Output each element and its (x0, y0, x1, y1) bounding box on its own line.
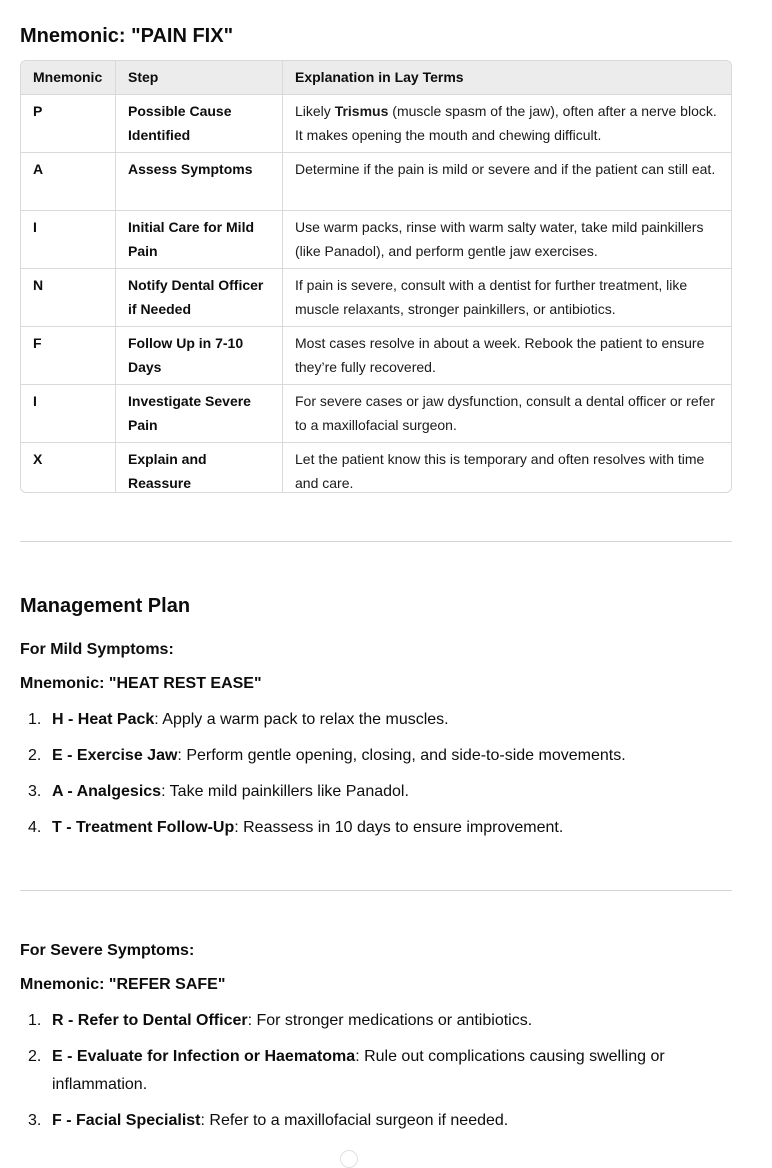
row-explanation (283, 269, 731, 326)
row-explanation (283, 211, 731, 268)
list-item-text: : Reassess in 10 days to ensure improvement. (234, 819, 564, 836)
list-item-lead: R - Refer to Dental Officer (52, 1012, 248, 1029)
pain-fix-table (20, 60, 732, 493)
table-row (21, 211, 731, 269)
list-item (20, 742, 720, 770)
explanation-text: If pain is severe, consult with a dentist for further treatment, like muscle relaxants, stronger painkillers, or antibiotics. (295, 277, 688, 317)
list-item-lead: E - Evaluate for Infection or Haematoma (52, 1048, 356, 1065)
list-item (20, 1107, 670, 1135)
table-row (21, 269, 731, 327)
row-letter: N (21, 269, 116, 326)
row-step: Investigate Severe Pain (116, 385, 283, 442)
explanation-text: Likely (295, 103, 335, 119)
row-step: Assess Symptoms (116, 153, 283, 210)
table-header-row (21, 61, 731, 95)
explanation-bold: Trismus (334, 103, 389, 119)
list-item-lead: F - Facial Specialist (52, 1112, 201, 1129)
table-body (21, 95, 731, 493)
scroll-to-bottom-button[interactable] (340, 1150, 358, 1168)
list-item-lead: H - Heat Pack (52, 711, 155, 728)
table-row (21, 443, 731, 493)
list-item (20, 1007, 670, 1035)
list-number: 3. (28, 783, 42, 800)
divider (20, 890, 732, 891)
mild-steps-list (20, 706, 720, 842)
list-item-text: : Rule out complications causing swelling or inflammation. (52, 1048, 665, 1093)
mild-symptoms-title: For Mild Symptoms: (20, 641, 174, 658)
column-header-explanation: Explanation in Lay Terms (295, 69, 464, 85)
list-item (20, 814, 720, 842)
list-item (20, 1043, 670, 1099)
list-item-text: : Refer to a maxillofacial surgeon if needed. (200, 1112, 509, 1129)
mild-mnemonic: Mnemonic: "HEAT REST EASE" (20, 675, 262, 692)
list-item-lead: E - Exercise Jaw (52, 747, 178, 764)
list-item (20, 778, 720, 806)
row-step: Follow Up in 7-10 Days (116, 327, 283, 384)
explanation-text: Use warm packs, rinse with warm salty water, take mild painkillers (like Panadol), and perform gentle jaw exercises. (295, 219, 704, 259)
row-explanation (283, 95, 731, 152)
row-step: Notify Dental Officer if Needed (116, 269, 283, 326)
row-step: Initial Care for Mild Pain (116, 211, 283, 268)
row-letter: I (21, 385, 116, 442)
row-letter: P (21, 95, 116, 152)
row-step: Possible Cause Identified (116, 95, 283, 152)
list-number: 4. (28, 819, 42, 836)
row-letter: A (21, 153, 116, 210)
list-item-text: : Take mild painkillers like Panadol. (161, 783, 409, 800)
column-header-step: Step (116, 61, 283, 94)
explanation-text: Let the patient know this is temporary and often resolves with time and care. (295, 451, 705, 491)
list-item-text: : Apply a warm pack to relax the muscles. (154, 711, 449, 728)
severe-symptoms-title: For Severe Symptoms: (20, 942, 195, 959)
explanation-text: Most cases resolve in about a week. Rebook the patient to ensure they’re fully recovered. (295, 335, 705, 375)
list-item-lead: T - Treatment Follow-Up (52, 819, 235, 836)
row-letter: I (21, 211, 116, 268)
severe-mnemonic: Mnemonic: "REFER SAFE" (20, 976, 226, 993)
severe-steps-list (20, 1007, 670, 1135)
table-row (21, 327, 731, 385)
row-explanation (283, 443, 731, 493)
list-number: 1. (28, 1012, 42, 1029)
table-row (21, 153, 731, 211)
row-explanation (283, 327, 731, 384)
row-explanation (283, 385, 731, 442)
row-letter: F (21, 327, 116, 384)
list-number: 1. (28, 711, 42, 728)
list-number: 2. (28, 1048, 42, 1065)
list-item-text: : For stronger medications or antibiotics. (247, 1012, 533, 1029)
row-explanation (283, 153, 731, 210)
explanation-text-end: (muscle spasm of the jaw), often after a nerve block. It makes opening the mouth and chewing difficult. (295, 103, 717, 143)
list-item-text: : Perform gentle opening, closing, and side-to-side movements. (177, 747, 626, 764)
list-number: 2. (28, 747, 42, 764)
list-item-lead: A - Analgesics (52, 783, 162, 800)
list-item (20, 706, 720, 734)
table-row (21, 385, 731, 443)
row-letter: X (21, 443, 116, 493)
explanation-text: For severe cases or jaw dysfunction, consult a dental officer or refer to a maxillofacial surgeon. (295, 393, 715, 433)
pain-fix-heading: Mnemonic: "PAIN FIX" (20, 25, 234, 47)
column-header-mnemonic: Mnemonic (21, 61, 116, 94)
table-row (21, 95, 731, 153)
management-plan-heading: Management Plan (20, 595, 191, 617)
row-step: Explain and Reassure (116, 443, 283, 493)
divider (20, 541, 732, 542)
explanation-text: Determine if the pain is mild or severe and if the patient can still eat. (295, 161, 716, 177)
list-number: 3. (28, 1112, 42, 1129)
